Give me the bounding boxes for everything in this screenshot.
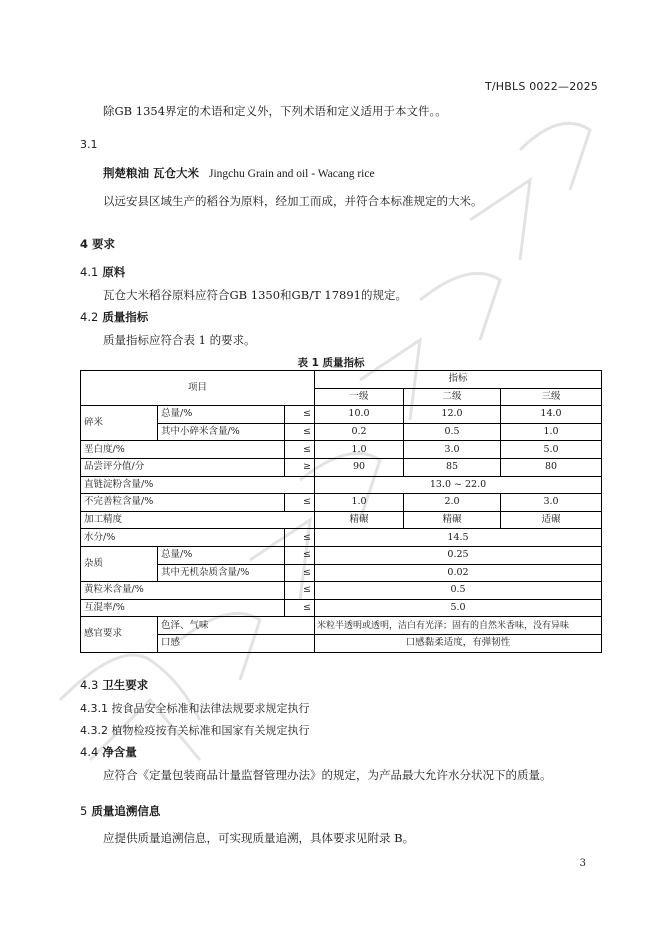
section-3-1-number: 3.1 [80, 138, 98, 151]
table-row [81, 441, 602, 459]
section-4-2-text: 质量指标应符合表 1 的要求。 [103, 333, 256, 347]
table-row [81, 511, 602, 529]
cell-value: 85 [404, 458, 501, 476]
section-5-number: 5 [80, 804, 88, 818]
section-4-3-1-number: 4.3.1 [80, 702, 108, 715]
impurity-total-label: 总量/% [158, 546, 285, 564]
amylose-label: 直链淀粉含量/% [81, 476, 315, 494]
section-4-3-heading [80, 677, 148, 693]
cell-value: 3.0 [501, 494, 602, 512]
table-row [81, 494, 602, 512]
section-4-3-number: 4.3 [80, 678, 99, 692]
section-4-4-text: 应符合《定量包装商品计量监督管理办法》的规定，为产品最大允许水分状况下的质量。 [103, 768, 552, 782]
section-4-3-2-number: 4.3.2 [80, 724, 108, 737]
section-4-2-number: 4.2 [80, 310, 99, 324]
mixed-sym: ≤ [285, 599, 315, 617]
header-item: 项目 [81, 371, 315, 406]
section-4-heading [80, 236, 115, 252]
table-row [81, 564, 602, 582]
section-4-3-2-text: 植物检疫按有关标准和国家有关规定执行 [111, 724, 310, 737]
section-4-1-heading [80, 264, 125, 280]
broken-total-sym: ≤ [285, 406, 315, 424]
section-4-1-title: 原料 [102, 265, 126, 279]
table-row [81, 634, 602, 652]
table-row [81, 476, 602, 494]
header-grade-2: 二级 [404, 388, 501, 406]
broken-total-label: 总量/% [158, 406, 285, 424]
section-4-4-number: 4.4 [80, 745, 99, 759]
chalky-label: 垩白度/% [81, 441, 285, 459]
header-grade-1: 一级 [315, 388, 404, 406]
table-row [81, 546, 602, 564]
document-code: T/HBLS 0022—2025 [484, 80, 598, 93]
impurity-inorganic-value: 0.02 [315, 564, 602, 582]
impurity-total-sym: ≤ [285, 546, 315, 564]
term-english: Jingchu Grain and oil - Wacang rice [209, 168, 375, 180]
table-row [81, 599, 602, 617]
impurity-inorganic-label: 其中无机杂质含量/% [158, 564, 285, 582]
impurity-total-value: 0.25 [315, 546, 602, 564]
imperfect-label: 不完善粒含量/% [81, 494, 285, 512]
cell-value: 5.0 [501, 441, 602, 459]
section-4-number: 4 [80, 237, 89, 251]
quality-table [80, 370, 602, 653]
cell-value: 适碾 [501, 511, 602, 529]
broken-small-sym: ≤ [285, 423, 315, 441]
table-row [81, 458, 602, 476]
cell-value: 0.5 [404, 423, 501, 441]
section-4-2-heading [80, 309, 148, 325]
moisture-value: 14.5 [315, 529, 602, 547]
cell-value: 精碾 [315, 511, 404, 529]
cell-value: 10.0 [315, 406, 404, 424]
intro-text: 除GB 1354界定的术语和定义外，下列术语和定义适用于本文件。。 [103, 104, 447, 118]
table-row [81, 406, 602, 424]
yellow-sym: ≤ [285, 582, 315, 600]
sensory-color-label: 色泽、气味 [158, 617, 315, 635]
table-row [81, 582, 602, 600]
section-4-4-title: 净含量 [102, 745, 137, 759]
precision-label: 加工精度 [81, 511, 315, 529]
sensory-mouth-value: 口感黏柔适度，有弹韧性 [315, 634, 602, 652]
cell-value: 精碾 [404, 511, 501, 529]
table-row [81, 529, 602, 547]
table-row [81, 371, 602, 389]
impurity-inorganic-sym: ≤ [285, 564, 315, 582]
page-number: 3 [579, 858, 586, 869]
section-4-3-title: 卫生要求 [102, 678, 149, 692]
impurity-label: 杂质 [81, 546, 158, 581]
cell-value: 0.2 [315, 423, 404, 441]
cell-value: 1.0 [501, 423, 602, 441]
section-4-3-1-text: 按食品安全标准和法律法规要求规定执行 [111, 702, 310, 715]
broken-rice-label: 碎米 [81, 406, 158, 441]
table-row [81, 423, 602, 441]
section-4-3-1 [80, 700, 310, 716]
taste-sym: ≥ [285, 458, 315, 476]
sensory-mouth-label: 口感 [158, 634, 315, 652]
section-5-title: 质量追溯信息 [91, 804, 161, 818]
sensory-label: 感官要求 [81, 617, 158, 652]
cell-value: 90 [315, 458, 404, 476]
table-caption: 表 1 质量指标 [297, 357, 365, 369]
term-chinese: 荆楚粮油 瓦仓大米 [103, 166, 200, 180]
cell-value: 12.0 [404, 406, 501, 424]
header-indicator: 指标 [315, 371, 602, 389]
section-5-heading [80, 803, 160, 819]
table-row [81, 617, 602, 635]
section-4-3-2 [80, 722, 310, 738]
section-4-1-number: 4.1 [80, 265, 99, 279]
moisture-sym: ≤ [285, 529, 315, 547]
yellow-value: 0.5 [315, 582, 602, 600]
section-4-title: 要求 [92, 237, 116, 251]
chalky-sym: ≤ [285, 441, 315, 459]
sensory-color-value: 米粒半透明或透明，洁白有光泽；固有的自然米香味，没有异味 [315, 617, 602, 635]
cell-value: 3.0 [404, 441, 501, 459]
cell-value: 80 [501, 458, 602, 476]
section-4-4-heading [80, 744, 137, 760]
mixed-value: 5.0 [315, 599, 602, 617]
moisture-label: 水分/% [81, 529, 285, 547]
section-4-2-title: 质量指标 [102, 310, 149, 324]
section-5-text: 应提供质量追溯信息，可实现质量追溯，具体要求见附录 B。 [103, 831, 415, 845]
term-line [103, 165, 375, 181]
taste-label: 品尝评分值/分 [81, 458, 285, 476]
imperfect-sym: ≤ [285, 494, 315, 512]
term-definition: 以远安县区域生产的稻谷为原料，经加工而成，并符合本标准规定的大米。 [103, 194, 483, 208]
header-grade-3: 三级 [501, 388, 602, 406]
cell-value: 2.0 [404, 494, 501, 512]
mixed-label: 互混率/% [81, 599, 285, 617]
broken-small-label: 其中小碎米含量/% [158, 423, 285, 441]
section-4-1-text: 瓦仓大米稻谷原料应符合GB 1350和GB/T 17891的规定。 [103, 288, 407, 302]
cell-value: 1.0 [315, 441, 404, 459]
cell-value: 14.0 [501, 406, 602, 424]
amylose-value: 13.0 ~ 22.0 [315, 476, 602, 494]
yellow-label: 黄粒米含量/% [81, 582, 285, 600]
cell-value: 1.0 [315, 494, 404, 512]
